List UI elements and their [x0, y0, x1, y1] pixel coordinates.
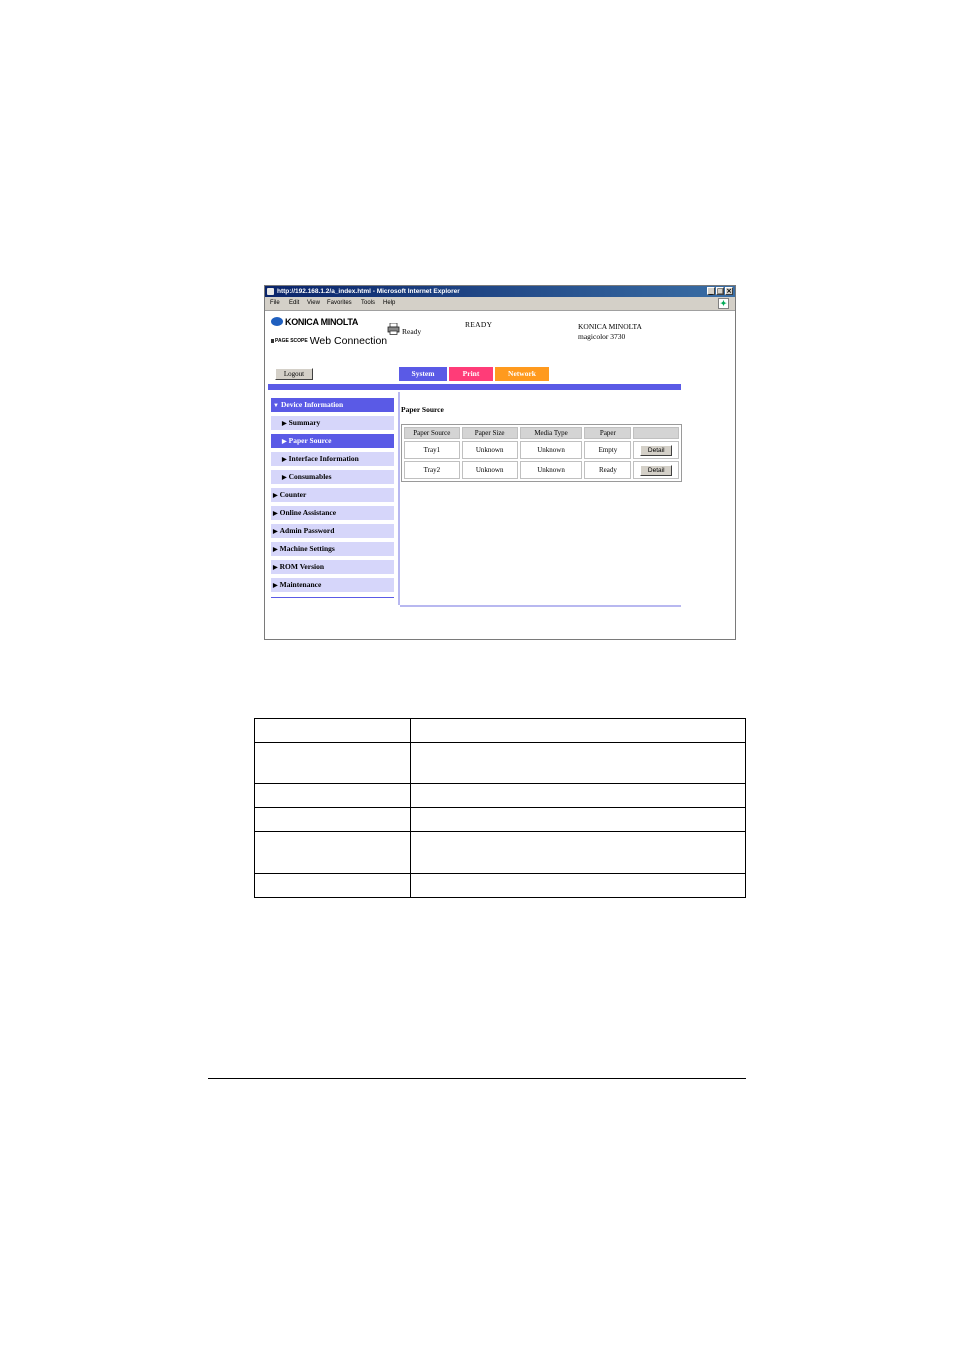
table-row — [255, 874, 746, 898]
table-row — [255, 719, 746, 743]
tab-system[interactable]: System — [399, 367, 447, 381]
cell-media-type: Unknown — [520, 441, 583, 459]
sidebar-item-machine-settings[interactable] — [271, 542, 394, 556]
table-cell — [411, 808, 746, 832]
sidebar-divider — [271, 597, 394, 598]
triangle-right-icon: ▶ — [282, 475, 287, 481]
table-cell — [411, 874, 746, 898]
logout-button[interactable]: Logout — [275, 368, 313, 380]
table-row — [255, 808, 746, 832]
table-cell — [411, 832, 746, 874]
sidebar-item-label: Consumables — [288, 472, 332, 481]
table-cell — [255, 832, 411, 874]
column-header: Paper Source — [404, 427, 460, 439]
table-row — [404, 441, 679, 459]
model-brand: KONICA MINOLTA — [578, 322, 642, 331]
column-header: Paper Size — [462, 427, 518, 439]
sidebar-item-label: Admin Password — [279, 526, 335, 535]
title-bar — [265, 286, 735, 297]
menu-favorites[interactable]: Favorites — [327, 300, 352, 306]
triangle-right-icon: ▶ — [273, 565, 278, 571]
printer-status: Ready — [402, 327, 422, 336]
sidebar-item-label: Online Assistance — [279, 508, 337, 517]
page-footer-rule — [208, 1078, 746, 1079]
table-cell — [255, 743, 411, 784]
triangle-right-icon: ▶ — [273, 583, 278, 589]
sidebar-item-label: ROM Version — [279, 562, 325, 571]
sidebar-item-label: Paper Source — [288, 436, 332, 445]
menu-edit[interactable]: Edit — [289, 300, 300, 306]
product-logo-text: Web Connection — [309, 335, 388, 347]
sidebar-item-label: Counter — [279, 490, 307, 499]
table-cell — [411, 719, 746, 743]
sidebar-item-maintenance[interactable] — [271, 578, 394, 592]
globe-icon — [271, 317, 283, 326]
triangle-right-icon: ▶ — [282, 457, 287, 463]
triangle-right-icon: ▶ — [273, 493, 278, 499]
triangle-right-icon: ▶ — [273, 529, 278, 535]
table-row — [404, 461, 679, 479]
sidebar-item-online-assistance[interactable] — [271, 506, 394, 520]
table-cell — [411, 743, 746, 784]
cell-paper-size: Unknown — [462, 461, 518, 479]
cell-paper: Ready — [584, 461, 631, 479]
minimize-button[interactable]: _ — [707, 287, 715, 295]
sidebar-item-label: Interface Information — [288, 454, 359, 463]
brand-logo-text: KONICA MINOLTA — [285, 317, 359, 327]
triangle-down-icon: ▼ — [273, 403, 279, 409]
menu-bar — [265, 297, 735, 311]
content-divider — [398, 392, 400, 605]
cell-paper-size: Unknown — [462, 441, 518, 459]
page-title: Paper Source — [401, 405, 444, 414]
device-state: READY — [465, 320, 493, 329]
table-cell — [411, 784, 746, 808]
sidebar-item-device-information[interactable] — [271, 398, 394, 412]
tab-print[interactable]: Print — [449, 367, 493, 381]
column-header: Media Type — [520, 427, 583, 439]
triangle-right-icon: ▶ — [273, 547, 278, 553]
menu-file[interactable]: File — [270, 300, 280, 306]
web-connection-logo — [271, 335, 387, 347]
detail-button[interactable]: Detail — [640, 445, 672, 456]
cell-media-type: Unknown — [520, 461, 583, 479]
table-cell — [255, 784, 411, 808]
table-row — [255, 784, 746, 808]
printer-icon — [387, 323, 400, 335]
maximize-button[interactable]: □ — [717, 287, 724, 295]
browser-window — [264, 285, 736, 640]
cell-paper-source: Tray2 — [404, 461, 460, 479]
model-name: magicolor 3730 — [578, 332, 626, 341]
cell-paper-source: Tray1 — [404, 441, 460, 459]
paper-source-table — [401, 424, 682, 482]
table-row — [255, 743, 746, 784]
sidebar-item-label: Device Information — [280, 400, 344, 409]
triangle-right-icon: ▶ — [282, 439, 287, 445]
sidebar-item-label: Machine Settings — [279, 544, 335, 553]
menu-help[interactable]: Help — [383, 300, 396, 306]
table-header-row — [404, 427, 679, 439]
pagescope-mark: PAGE SCOPE — [271, 339, 308, 343]
tab-network[interactable]: Network — [495, 367, 549, 381]
column-header: Paper — [584, 427, 631, 439]
table-row — [255, 832, 746, 874]
ie-page-icon — [267, 288, 274, 295]
window-title: http://192.168.1.2/a_index.html - Microsoft Internet Explorer — [277, 288, 460, 295]
konica-minolta-logo — [271, 317, 358, 329]
detail-button[interactable]: Detail — [640, 465, 672, 476]
sidebar-item-label: Maintenance — [279, 580, 322, 589]
sidebar-item-summary[interactable] — [271, 416, 394, 430]
windows-flag-icon: ✦ — [718, 298, 729, 309]
header-divider — [268, 384, 681, 390]
sidebar-item-counter[interactable] — [271, 488, 394, 502]
sidebar-item-admin-password[interactable] — [271, 524, 394, 538]
close-button[interactable]: × — [726, 287, 732, 295]
sidebar-item-rom-version[interactable] — [271, 560, 394, 574]
menu-tools[interactable]: Tools — [361, 300, 376, 306]
sidebar-item-label: Summary — [288, 418, 321, 427]
triangle-right-icon: ▶ — [282, 421, 287, 427]
sidebar-item-paper-source[interactable] — [271, 434, 394, 448]
sidebar-item-interface-information[interactable] — [271, 452, 394, 466]
cell-action — [633, 441, 679, 459]
description-table — [254, 718, 746, 898]
triangle-right-icon: ▶ — [273, 511, 278, 517]
cell-paper: Empty — [584, 441, 631, 459]
footer-divider — [400, 605, 681, 607]
table-cell — [255, 808, 411, 832]
sidebar-item-consumables[interactable] — [271, 470, 394, 484]
cell-action — [633, 461, 679, 479]
column-header — [633, 427, 679, 439]
table-cell — [255, 874, 411, 898]
table-cell — [255, 719, 411, 743]
menu-view[interactable]: View — [307, 300, 320, 306]
